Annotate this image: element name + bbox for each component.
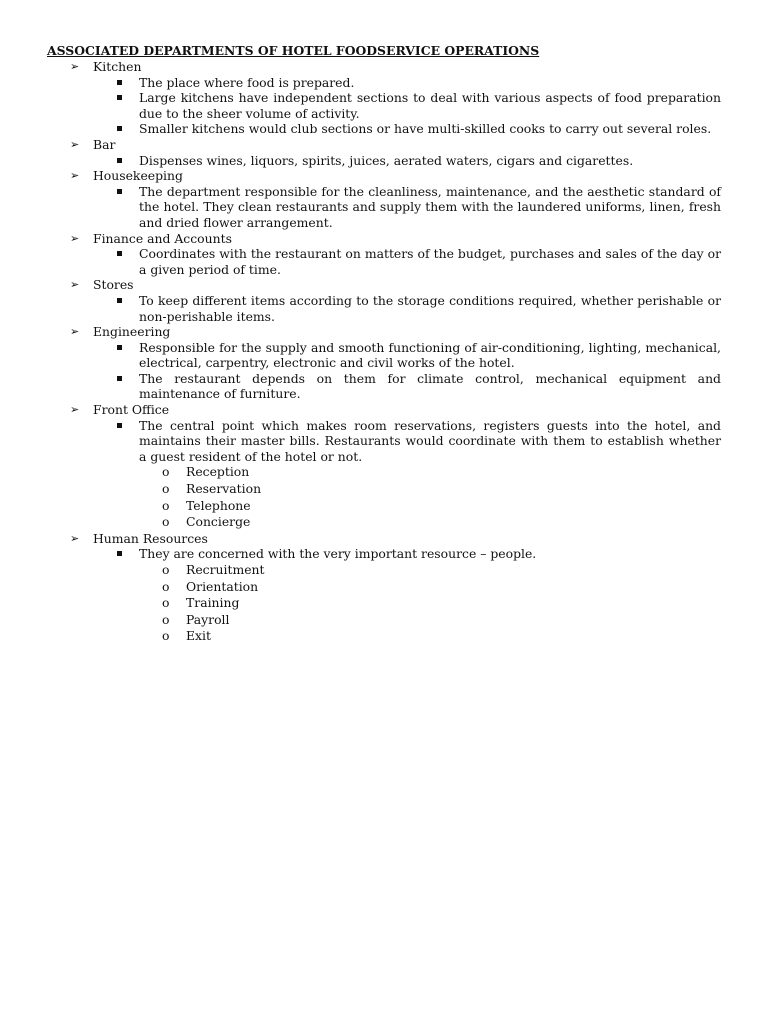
square-bullet-icon (117, 551, 122, 556)
department-section (0, 531, 768, 645)
department-section (0, 137, 768, 168)
list-item (0, 246, 768, 277)
circle-bullet-icon: o (162, 514, 170, 530)
square-bullet-icon (117, 158, 122, 163)
arrow-bullet-icon: ➢ (70, 169, 80, 183)
department-heading (0, 168, 768, 184)
sub-list-item-text: Concierge (186, 514, 251, 530)
department-section (0, 402, 768, 531)
sub-list-item (0, 464, 768, 481)
list-item-text: Smaller kitchens would club sections or have multi-skilled cooks to carry out several roles. (139, 121, 712, 137)
department-section (0, 168, 768, 230)
square-bullet-icon (117, 189, 122, 194)
arrow-bullet-icon: ➢ (70, 325, 80, 339)
department-heading (0, 59, 768, 75)
sub-list-item-text: Orientation (186, 578, 259, 594)
document-title: ASSOCIATED DEPARTMENTS OF HOTEL FOODSERVICE OPERATIONS (47, 43, 540, 58)
department-heading (0, 324, 768, 340)
list-item (0, 546, 768, 562)
list-item-text: The department responsible for the cleanliness, maintenance, and the aesthetic standard of the hotel. They clean restaurants and supply them with the laundered uniforms, linen, fresh and dried flower arrangement. (139, 183, 721, 230)
list-item-text: Dispenses wines, liquors, spirits, juices, aerated waters, cigars and cigarettes. (139, 152, 634, 168)
list-item-text: The restaurant depends on them for climate control, mechanical equipment and maintenance of furniture. (139, 370, 721, 402)
list-item-text: Large kitchens have independent sections to deal with various aspects of food preparation due to the sheer volume of activity. (139, 90, 721, 121)
list-item (0, 90, 768, 121)
department-name: Kitchen (93, 59, 142, 74)
sub-list-item-text: Telephone (186, 497, 251, 513)
circle-bullet-icon: o (162, 464, 170, 480)
list-item-text: Coordinates with the restaurant on matters of the budget, purchases and sales of the day or a given period of time. (139, 246, 721, 277)
circle-bullet-icon: o (162, 611, 170, 627)
list-item (0, 371, 768, 402)
square-bullet-icon (117, 298, 122, 303)
department-heading (0, 531, 768, 547)
sub-list-item (0, 579, 768, 596)
department-section (0, 277, 768, 324)
list-item (0, 75, 768, 91)
sub-list-item-text: Exit (186, 628, 211, 644)
department-name: Front Office (93, 402, 170, 418)
department-heading (0, 137, 768, 153)
arrow-bullet-icon: ➢ (70, 60, 80, 73)
list-item (0, 153, 768, 169)
sub-list-item (0, 595, 768, 612)
department-list (0, 59, 768, 645)
department-section (0, 59, 768, 137)
list-item (0, 340, 768, 371)
square-bullet-icon (117, 423, 122, 428)
circle-bullet-icon: o (162, 595, 170, 611)
department-name: Engineering (93, 324, 171, 340)
arrow-bullet-icon: ➢ (70, 231, 80, 245)
square-bullet-icon (117, 251, 122, 256)
square-bullet-icon (117, 376, 122, 381)
department-name: Housekeeping (93, 168, 183, 184)
list-item-text: To keep different items according to the storage conditions required, whether perishable or non-perishable items. (139, 292, 721, 324)
arrow-bullet-icon: ➢ (70, 137, 80, 151)
list-item (0, 293, 768, 324)
circle-bullet-icon: o (162, 562, 170, 577)
sub-list-item-text: Reservation (186, 481, 262, 497)
list-item-text: They are concerned with the very important resource – people. (139, 546, 537, 562)
list-item (0, 121, 768, 137)
department-heading (0, 402, 768, 418)
arrow-bullet-icon: ➢ (70, 278, 80, 292)
circle-bullet-icon: o (162, 481, 170, 497)
sub-list-item (0, 628, 768, 645)
sub-list-item (0, 514, 768, 531)
sub-list-item (0, 498, 768, 515)
department-name: Finance and Accounts (93, 230, 232, 246)
square-bullet-icon (117, 126, 122, 131)
square-bullet-icon (117, 95, 122, 100)
circle-bullet-icon: o (162, 497, 170, 513)
department-name: Bar (93, 136, 116, 152)
department-section (0, 231, 768, 278)
arrow-bullet-icon: ➢ (70, 403, 80, 417)
circle-bullet-icon: o (162, 578, 170, 594)
sub-list-item-text: Training (186, 595, 240, 611)
sub-list-item (0, 481, 768, 498)
list-item-text: The central point which makes room reservations, registers guests into the hotel, and maintains their master bills. Restaurants would coordinate with them to establish whether a guest resident of the hotel or not. (139, 417, 721, 464)
department-heading (0, 231, 768, 247)
department-name: Human Resources (93, 530, 208, 546)
list-item (0, 184, 768, 231)
list-item-text: Responsible for the supply and smooth functioning of air-conditioning, lighting, mechanical, electrical, carpentry, electronic and civil works of the hotel. (139, 339, 721, 371)
sub-list-item-text: Payroll (186, 611, 230, 627)
square-bullet-icon (117, 80, 122, 85)
department-heading (0, 277, 768, 293)
sub-list-item-text: Reception (186, 464, 250, 480)
sub-list-item (0, 562, 768, 579)
sub-list-item-text: Recruitment (186, 562, 265, 577)
arrow-bullet-icon: ➢ (70, 531, 80, 545)
circle-bullet-icon: o (162, 628, 170, 644)
sub-list-item (0, 612, 768, 629)
department-section (0, 324, 768, 402)
department-name: Stores (93, 277, 134, 293)
square-bullet-icon (117, 345, 122, 350)
list-item (0, 418, 768, 465)
list-item-text: The place where food is prepared. (139, 74, 355, 90)
